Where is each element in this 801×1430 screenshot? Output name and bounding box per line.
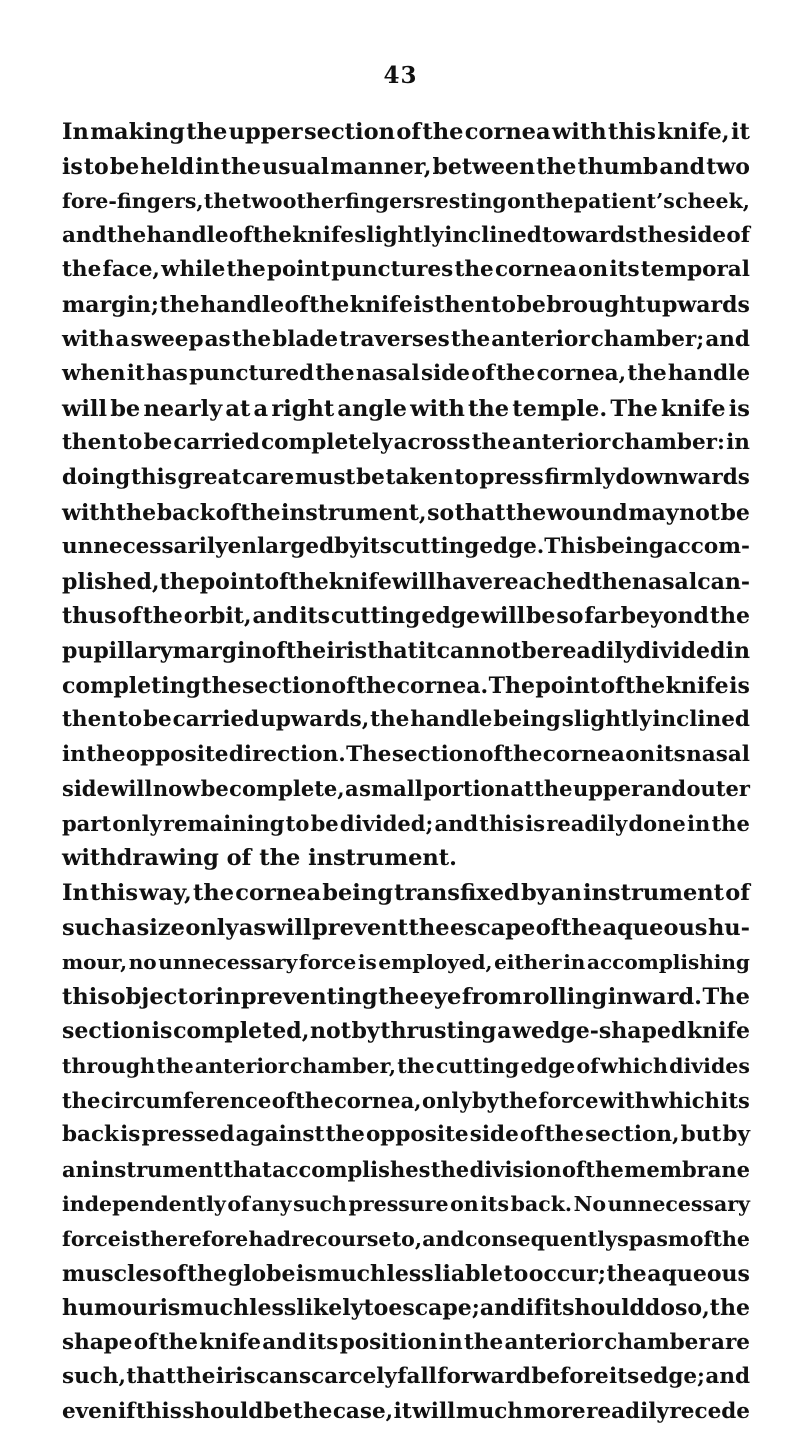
text-line: back is pressed against the opposite side of the section, but by (62, 1122, 750, 1148)
text-line: doing this great care must be taken to press firmly downwards (62, 464, 750, 490)
text-line: the face, while the point punctures the cornea on its temporal (62, 257, 750, 283)
text-line: then to be carried upwards, the handle being slightly inclined (62, 707, 750, 733)
text-line: section is completed, not by thrusting a wedge-shaped knife (62, 1018, 750, 1045)
text-line: In this way, the cornea being transfixed by an instrument of (62, 880, 750, 907)
text-line: independently of any such pressure on its back. No unnecessary (62, 1192, 750, 1217)
text-line: in the opposite direction. The section of the cornea on its nasal (62, 741, 750, 767)
text-line: force is therefore had recourse to, and consequently spasm of the (62, 1227, 750, 1251)
text-line: with the back of the instrument, so that the wound may not be (62, 499, 750, 526)
text-line: mour, no unnecessary force is employed, either in accomplishing (62, 950, 750, 975)
text-line: unnecessarily enlarged by its cutting edge. This being accom- (62, 534, 750, 560)
text-line: with a sweep as the blade traverses the anterior chamber; and (62, 326, 750, 352)
text-line: margin; the handle of the knife is then to be brought upwards (62, 291, 750, 318)
page-number: 43 (383, 62, 418, 89)
text-line: humour is much less likely to escape; and if it should do so, the (62, 1295, 750, 1322)
text-line: the circumference of the cornea, only by the force with which its (62, 1087, 750, 1113)
text-line: an instrument that accomplishes the division of the membrane (62, 1156, 750, 1182)
text-line: this object or in preventing the eye from rolling inward. The (62, 983, 750, 1010)
text-line: when it has punctured the nasal side of the cornea, the handle (62, 361, 750, 387)
text-line: part only remaining to be divided; and this is readily done in the (62, 810, 750, 836)
text-line: In making the upper section of the cornea with this knife, it (62, 119, 750, 145)
text-line: such a size only as will prevent the escape of the aqueous hu- (62, 914, 750, 941)
text-line: is to be held in the usual manner, between the thumb and two (62, 153, 750, 180)
text-line: fore-fingers, the two other fingers resting on the patient’s cheek, (62, 189, 750, 214)
text-line: completing the section of the cornea. The point of the knife is (62, 672, 750, 699)
text-line: side will now be complete, a small portion at the upper and outer (62, 776, 750, 802)
text-line: such, that the iris can scarcely fall forward before its edge; and (62, 1364, 750, 1390)
text-line: pupillary margin of the iris that it cannot be readily divided in (62, 637, 750, 664)
paragraph-end-line: withdrawing of the instrument. (62, 845, 457, 872)
body-text (62, 115, 750, 1430)
text-line: then to be carried completely across the anterior chamber: in (62, 430, 750, 456)
text-line: plished, the point of the knife will have reached the nasal can- (62, 568, 750, 595)
text-line: even if this should be the case, it will much more readily recede (62, 1398, 750, 1424)
text-line: will be nearly at a right angle with the temple. The knife is (62, 395, 750, 422)
text-line: and the handle of the knife slightly inclined towards the side of (62, 222, 750, 248)
text-line: muscles of the globe is much less liable to occur; the aqueous (62, 1260, 750, 1287)
text-line: through the anterior chamber, the cutting edge of which divides (62, 1054, 750, 1079)
text-line: shape of the knife and its position in the anterior chamber are (62, 1329, 750, 1355)
text-line: thus of the orbit, and its cutting edge will be so far beyond the (62, 603, 750, 630)
